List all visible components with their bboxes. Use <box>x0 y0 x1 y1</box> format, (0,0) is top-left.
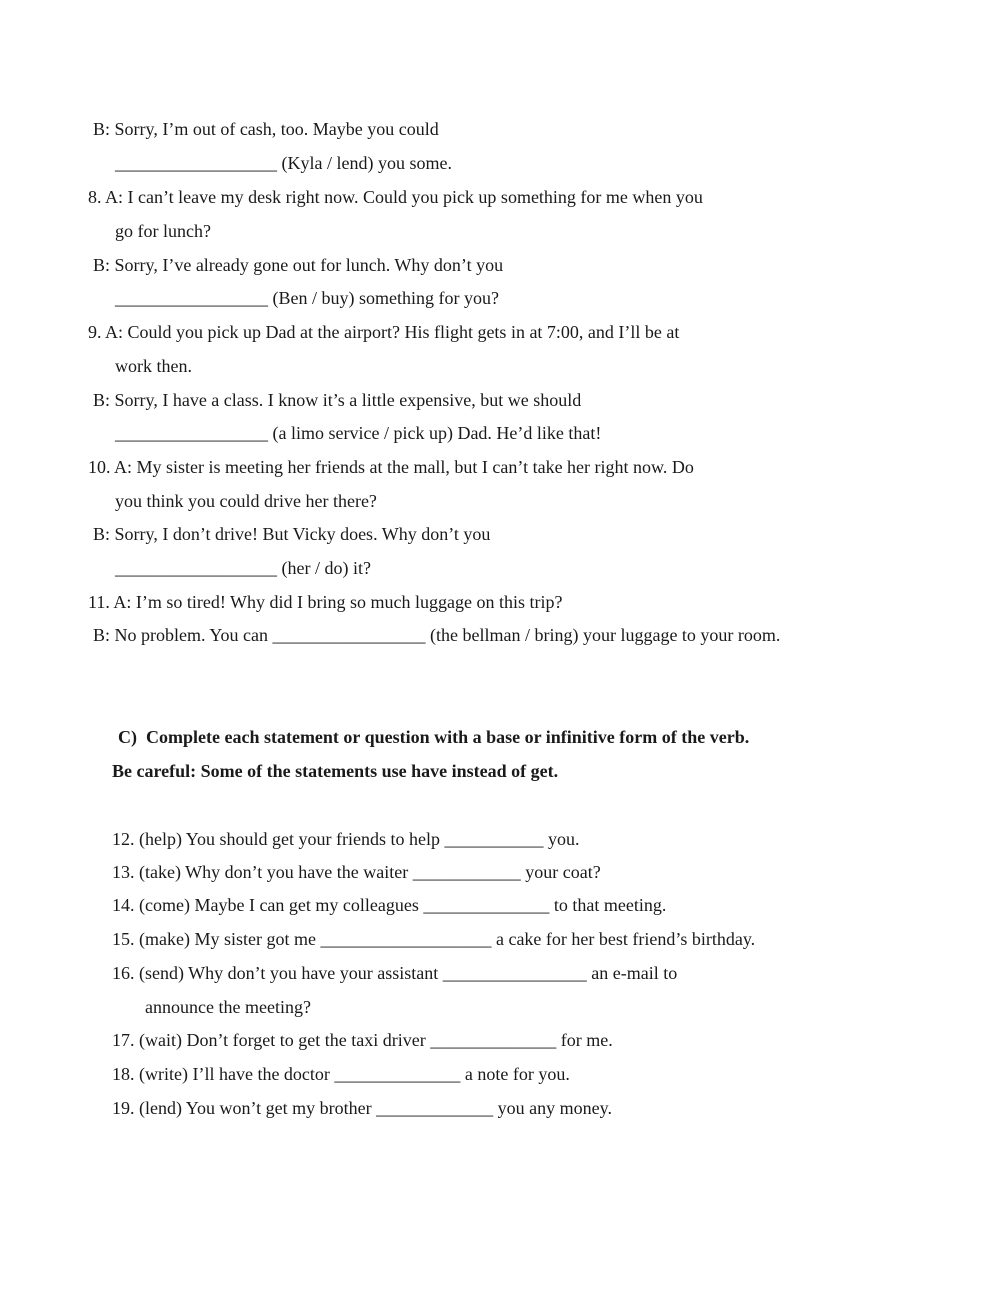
item9-b-line2: _________________ (a limo service / pick up) Dad. He’d like that! <box>115 423 602 443</box>
question-15: 15. (make) My sister got me ___________________ a cake for her best friend’s birthday. <box>112 929 756 949</box>
item7-b-line2: __________________ (Kyla / lend) you some. <box>115 153 452 173</box>
item9-a-line2: work then. <box>115 356 192 376</box>
item9-a-line1: 9. A: Could you pick up Dad at the airport? His flight gets in at 7:00, and I’ll be at <box>88 322 680 342</box>
question-19: 19. (lend) You won’t get my brother _____________ you any money. <box>112 1098 612 1118</box>
question-16-line1: 16. (send) Why don’t you have your assistant ________________ an e-mail to <box>112 963 678 983</box>
item9-b-line1: B: Sorry, I have a class. I know it’s a little expensive, but we should <box>93 390 582 410</box>
section-c-caution: Be careful: Some of the statements use have instead of get. <box>112 761 559 781</box>
question-17: 17. (wait) Don’t forget to get the taxi driver ______________ for me. <box>112 1030 613 1050</box>
question-12: 12. (help) You should get your friends to help ___________ you. <box>112 829 580 849</box>
item10-b-line1: B: Sorry, I don’t drive! But Vicky does. Why don’t you <box>93 524 491 544</box>
question-14: 14. (come) Maybe I can get my colleagues ______________ to that meeting. <box>112 895 667 915</box>
item8-a-line2: go for lunch? <box>115 221 211 241</box>
item7-b-line1: B: Sorry, I’m out of cash, too. Maybe you could <box>93 119 439 139</box>
question-18: 18. (write) I’ll have the doctor ______________ a note for you. <box>112 1064 570 1084</box>
section-c-heading: C) Complete each statement or question with a base or infinitive form of the verb. <box>118 727 750 747</box>
item10-a-line1: 10. A: My sister is meeting her friends at the mall, but I can’t take her right now. Do <box>88 457 694 477</box>
item8-a-line1: 8. A: I can’t leave my desk right now. Could you pick up something for me when you <box>88 187 703 207</box>
item10-b-line2: __________________ (her / do) it? <box>115 558 371 578</box>
question-13: 13. (take) Why don’t you have the waiter ____________ your coat? <box>112 862 601 882</box>
item11-b-line1: B: No problem. You can _________________ (the bellman / bring) your luggage to your room. <box>93 625 781 645</box>
item8-b-line1: B: Sorry, I’ve already gone out for lunch. Why don’t you <box>93 255 504 275</box>
item8-b-line2: _________________ (Ben / buy) something for you? <box>115 288 499 308</box>
item11-a-line1: 11. A: I’m so tired! Why did I bring so much luggage on this trip? <box>88 592 563 612</box>
question-16-line2: announce the meeting? <box>145 997 311 1017</box>
item10-a-line2: you think you could drive her there? <box>115 491 377 511</box>
